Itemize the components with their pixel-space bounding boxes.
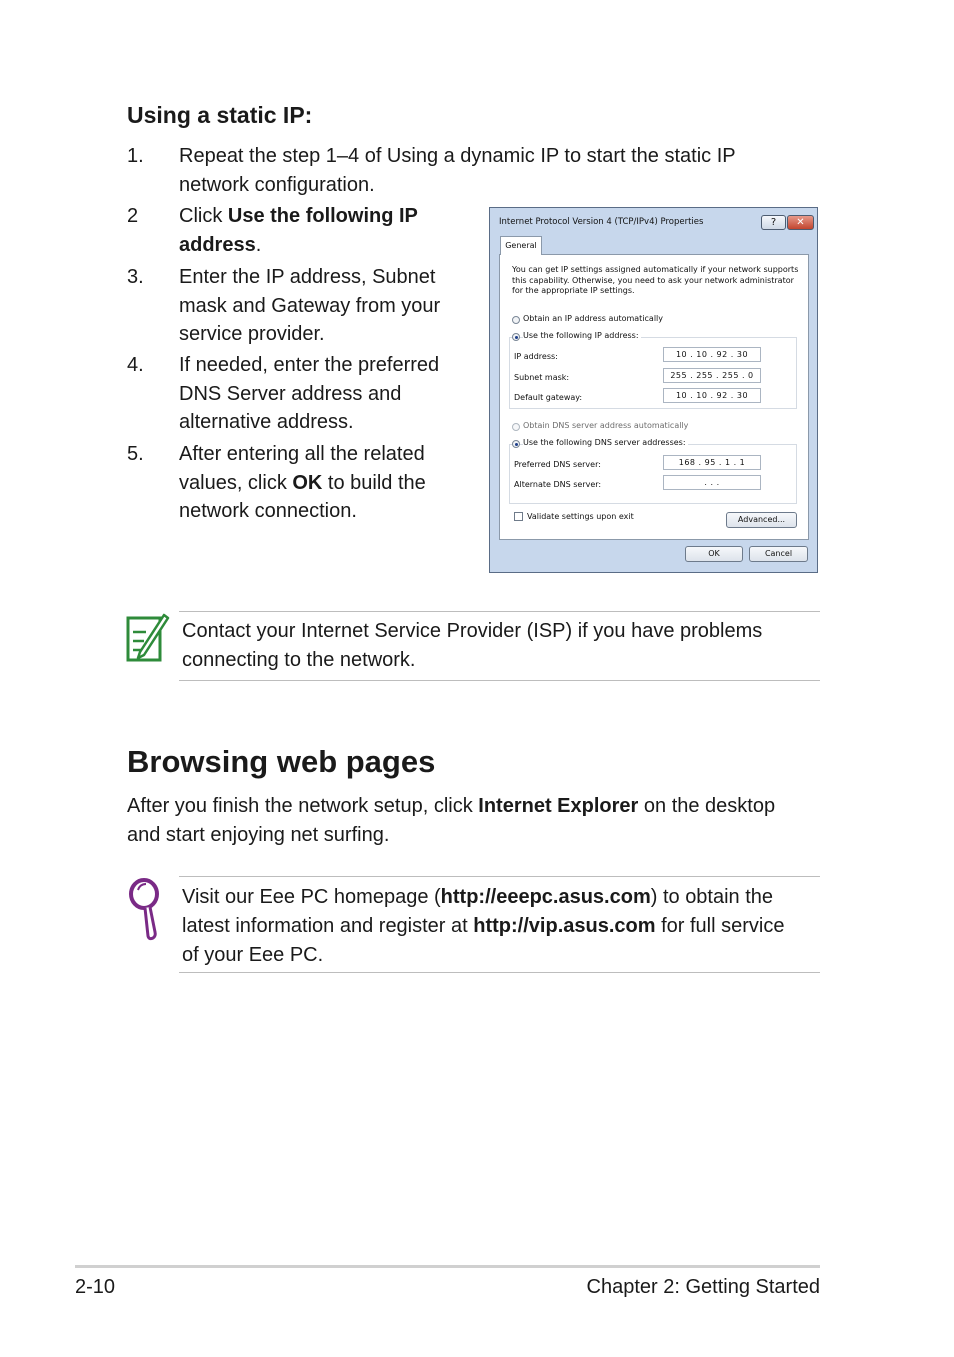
ok-button[interactable]: OK: [685, 546, 743, 562]
para-text: After you finish the network setup, click: [127, 795, 479, 817]
note-bottom-rule: [179, 680, 820, 681]
para-text: on the desktop: [638, 795, 776, 817]
step-4: [127, 351, 467, 441]
section-title: Browsing web pages: [127, 744, 436, 779]
obtain-dns-radio[interactable]: [512, 423, 520, 431]
isp-note: [182, 617, 822, 675]
page-number: 2-10: [75, 1276, 116, 1298]
tip-text: for full service: [655, 915, 785, 937]
validate-label: Validate settings upon exit: [527, 512, 634, 521]
step-text: alternative address.: [179, 411, 354, 433]
ip-address-label: IP address:: [514, 352, 558, 361]
homepage-link[interactable]: http://eeepc.asus.com: [440, 886, 651, 908]
footer-rule: [75, 1265, 820, 1268]
step-text: Repeat the step 1–4 of Using a dynamic IP to start the static IP: [179, 145, 736, 167]
preferred-dns-label: Preferred DNS server:: [514, 460, 601, 469]
register-link[interactable]: http://vip.asus.com: [473, 915, 656, 937]
use-ip-radio[interactable]: [512, 333, 520, 341]
step-number: 5.: [127, 443, 144, 465]
step-text: Enter the IP address, Subnet: [179, 266, 436, 288]
subnet-mask-label: Subnet mask:: [514, 373, 570, 382]
static-ip-heading: Using a static IP:: [127, 102, 313, 128]
description-line: for the appropriate IP settings.: [512, 286, 635, 295]
tip-text: ) to obtain the: [650, 886, 774, 908]
general-panel: [499, 254, 809, 540]
alternate-dns-label: Alternate DNS server:: [514, 480, 602, 489]
dialog-title: Internet Protocol Version 4 (TCP/IPv4) Properties: [499, 217, 704, 227]
step-text: DNS Server address and: [179, 382, 402, 405]
step-text: network connection.: [179, 500, 357, 522]
dns-group: [509, 444, 797, 504]
para-text: and start enjoying net surfing.: [127, 823, 390, 846]
step-number: 3.: [127, 266, 144, 288]
description-line: this capability. Otherwise, you need to ask your network administrator: [512, 275, 794, 285]
magnifier-tip-icon: [128, 876, 162, 942]
step-text: mask and Gateway from your: [179, 294, 441, 317]
tip-text: of your Eee PC.: [182, 944, 324, 966]
description-line: You can get IP settings assigned automatically if your network supports: [512, 265, 799, 274]
step-text: If needed, enter the preferred: [179, 354, 440, 376]
preferred-dns-field[interactable]: 168 . 95 . 1 . 1: [663, 455, 761, 470]
browsing-paragraph: [127, 792, 827, 849]
note-top-rule: [179, 611, 820, 612]
ip-address-field[interactable]: 10 . 10 . 92 . 30: [663, 347, 761, 362]
step-number: 2: [127, 205, 139, 227]
note-line: connecting to the network.: [182, 649, 416, 671]
use-dns-radio[interactable]: [512, 440, 520, 448]
tcpip-properties-dialog: [489, 207, 818, 573]
tip-text: Visit our Eee PC homepage (: [182, 886, 441, 908]
cancel-button[interactable]: Cancel: [749, 546, 808, 562]
step-3: [127, 263, 467, 353]
step-text: values, click: [179, 471, 293, 494]
step-text: Click: [179, 205, 228, 227]
chapter-title: Chapter 2: Getting Started: [586, 1276, 820, 1298]
tip-top-rule: [179, 876, 820, 877]
step-text: network configuration.: [179, 173, 375, 196]
use-dns-label: Use the following DNS server addresses:: [523, 438, 686, 447]
step-5: [127, 440, 467, 530]
help-button[interactable]: ?: [761, 215, 786, 230]
step-emphasis: address: [179, 233, 256, 256]
step-text: to build the: [322, 471, 426, 494]
step-emphasis: Use the following IP: [227, 205, 418, 227]
obtain-ip-label: Obtain an IP address automatically: [523, 314, 664, 323]
close-button[interactable]: ✕: [787, 215, 814, 230]
para-emphasis: Internet Explorer: [478, 795, 639, 817]
advanced-button[interactable]: Advanced...: [726, 512, 797, 528]
obtain-ip-radio[interactable]: [512, 316, 520, 324]
step-number: 1.: [127, 145, 144, 167]
default-gateway-field[interactable]: 10 . 10 . 92 . 30: [663, 388, 761, 403]
step-2: [127, 202, 467, 262]
tab-general[interactable]: General: [500, 236, 542, 255]
note-pencil-icon: [126, 612, 170, 664]
step-1: [127, 142, 827, 202]
step-text: service provider.: [179, 323, 325, 345]
tip-bottom-rule: [179, 972, 820, 973]
dialog-description: [512, 265, 802, 297]
step-text: After entering all the related: [179, 443, 425, 465]
note-line: Contact your Internet Service Provider (ISP) if you have problems: [182, 620, 763, 642]
alternate-dns-field[interactable]: . . .: [663, 475, 761, 490]
eeepc-tip: [182, 883, 827, 970]
tip-text: latest information and register at: [182, 915, 474, 937]
obtain-dns-label: Obtain DNS server address automatically: [523, 421, 689, 430]
use-ip-label: Use the following IP address:: [523, 331, 639, 340]
subnet-mask-field[interactable]: 255 . 255 . 255 . 0: [663, 368, 761, 383]
step-text: .: [255, 233, 262, 256]
default-gateway-label: Default gateway:: [514, 393, 583, 402]
step-number: 4.: [127, 354, 144, 376]
validate-checkbox[interactable]: [514, 512, 523, 521]
step-emphasis: OK: [292, 471, 323, 494]
